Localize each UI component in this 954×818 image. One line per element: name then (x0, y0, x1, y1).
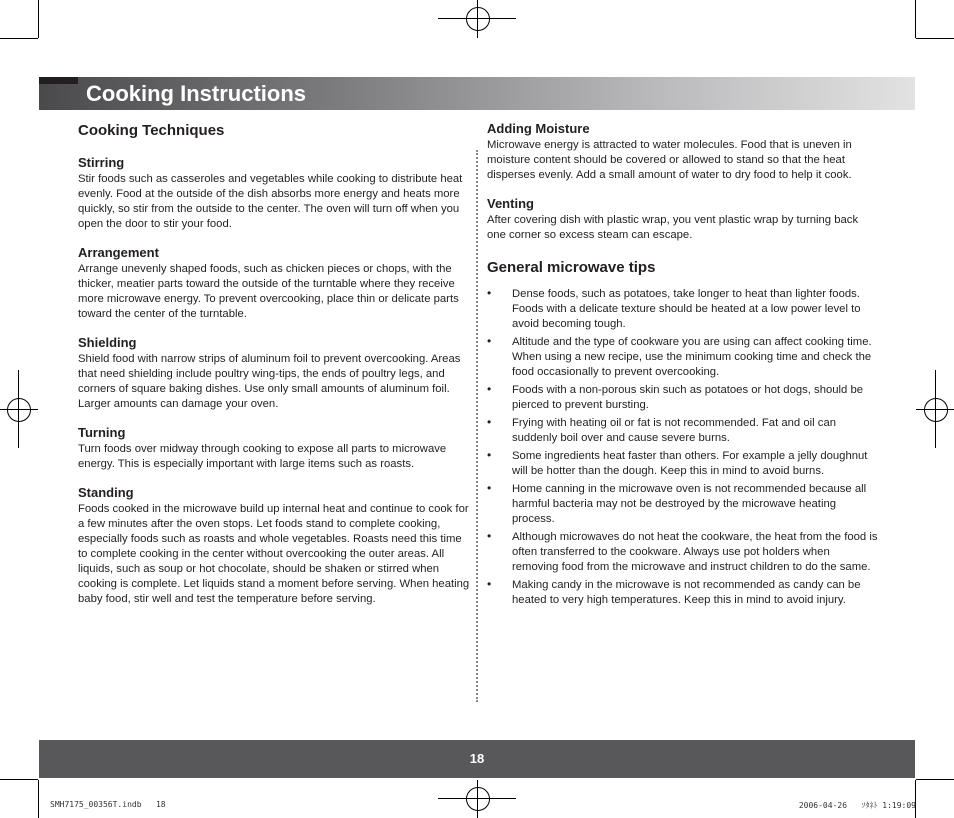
page-title: Cooking Instructions (86, 81, 306, 106)
left-column (78, 120, 470, 607)
subsection-text-adding-moisture: Microwave energy is attracted to water molecules. Food that is uneven in moisture content should be covered or allowed to stand so that the heat disperses evenly. Add a small amount of water to dry food to help it cook. (487, 139, 852, 181)
subsection-text-stirring: Stir foods such as casseroles and vegetables while cooking to distribute heat evenly. Food at the outside of the dish absorbs more energy and heats more quickly, so stir from the outside to the center. The oven will turn off when you open the door to stir your food. (78, 173, 463, 230)
tip-text: Frying with heating oil or fat is not recommended. Fat and oil can suddenly boil over and cause severe burns. (512, 417, 837, 444)
crop-mark (0, 779, 38, 780)
tip-text: Dense foods, such as potatoes, take longer to heat than lighter foods. Foods with a delicate texture should be heated at a low power level to avoid becoming tough. (512, 288, 861, 330)
registration-circle (466, 7, 490, 31)
tip-text: Foods with a non-porous skin such as potatoes or hot dogs, should be pierced to prevent bursting. (512, 384, 864, 411)
subsection-title-standing: Standing (78, 485, 134, 500)
bullet: • (487, 415, 492, 429)
list-item (487, 449, 879, 479)
footer-bar (39, 740, 915, 778)
subsection-title-venting: Venting (487, 196, 534, 211)
tips-list (487, 287, 879, 608)
header-accent (39, 77, 78, 84)
list-item (487, 335, 879, 380)
list-item (487, 416, 879, 446)
section-title-cooking-techniques: Cooking Techniques (78, 122, 225, 139)
tip-text: Making candy in the microwave is not recommended as candy can be heated to very high temperatures. Keep this in mind to avoid injury. (512, 579, 861, 606)
tip-text: Home canning in the microwave oven is not recommended because all harmful bacteria may not be destroyed by the microwave heating process. (512, 483, 867, 525)
list-item (487, 482, 879, 527)
registration-circle (466, 787, 490, 811)
page-number: 18 (469, 751, 485, 766)
bullet: • (487, 529, 492, 543)
list-item (487, 383, 879, 413)
subsection-title-shielding: Shielding (78, 335, 137, 350)
subsection-text-standing: Foods cooked in the microwave build up internal heat and continue to cook for a few minutes after the oven stops. Let foods stand to complete cooking, especially foods such as roasts and whole vegetables. Roasts need this time to complete cooking in the center without overcooking the outer areas. All liquids, such as soup or hot chocolate, should be shaken or stirred when cooking is complete. Let liquids stand a moment before serving. When heating baby food, stir well and test the temperature before serving. (78, 503, 470, 605)
list-item (487, 578, 879, 608)
section-title-general-tips: General microwave tips (487, 259, 656, 276)
list-item (487, 530, 879, 575)
crop-mark (0, 38, 38, 39)
crop-mark (915, 780, 916, 818)
subsection-text-turning: Turn foods over midway through cooking to expose all parts to microwave energy. This is especially important with large items such as roasts. (78, 443, 447, 470)
bullet: • (487, 448, 492, 462)
bullet: • (487, 481, 492, 495)
crop-mark (38, 780, 39, 818)
bullet: • (487, 577, 492, 591)
crop-mark (916, 779, 954, 780)
registration-circle (7, 398, 31, 422)
column-divider (476, 150, 478, 702)
subsection-text-shielding: Shield food with narrow strips of aluminum foil to prevent overcooking. Areas that need shielding include poultry wing-tips, the ends of poultry legs, and corners of square baking dishes. Use only small amounts of aluminum foil. Larger amounts can damage your oven. (78, 353, 461, 410)
tip-text: Some ingredients heat faster than others. For example a jelly doughnut will be hotter than the dough. Keep this in mind to avoid burns. (512, 450, 868, 477)
subsection-text-venting: After covering dish with plastic wrap, you vent plastic wrap by turning back one corner so excess steam can escape. (487, 214, 859, 241)
crop-mark (38, 0, 39, 38)
subsection-title-adding-moisture: Adding Moisture (487, 121, 590, 136)
subsection-title-turning: Turning (78, 425, 126, 440)
bullet: • (487, 286, 492, 300)
right-column (487, 120, 879, 611)
crop-mark (916, 38, 954, 39)
subsection-title-stirring: Stirring (78, 155, 125, 170)
list-item (487, 287, 879, 332)
bullet: • (487, 382, 492, 396)
slug-date: 2006-04-26 ｿﾀﾈﾄ 1:19:09 (798, 801, 916, 810)
registration-circle (924, 398, 948, 422)
bullet: • (487, 334, 492, 348)
crop-mark (915, 0, 916, 38)
subsection-text-arrangement: Arrange unevenly shaped foods, such as chicken pieces or chops, with the thicker, meatier parts toward the outside of the turntable where they receive more microwave energy. To prevent overcooking, place thin or delicate parts toward the center of the turntable. (78, 263, 459, 320)
slug-file: SMH7175_00356T.indb 18 (50, 800, 166, 809)
tip-text: Although microwaves do not heat the cookware, the heat from the food is often transferred to the cookware. Always use pot holders when removing food from the microwave and instruct children to do the same. (512, 531, 878, 573)
subsection-title-arrangement: Arrangement (78, 245, 159, 260)
tip-text: Altitude and the type of cookware you are using can affect cooking time. When using a new recipe, use the minimum cooking time and check the food occasionally to prevent overcooking. (512, 336, 872, 378)
